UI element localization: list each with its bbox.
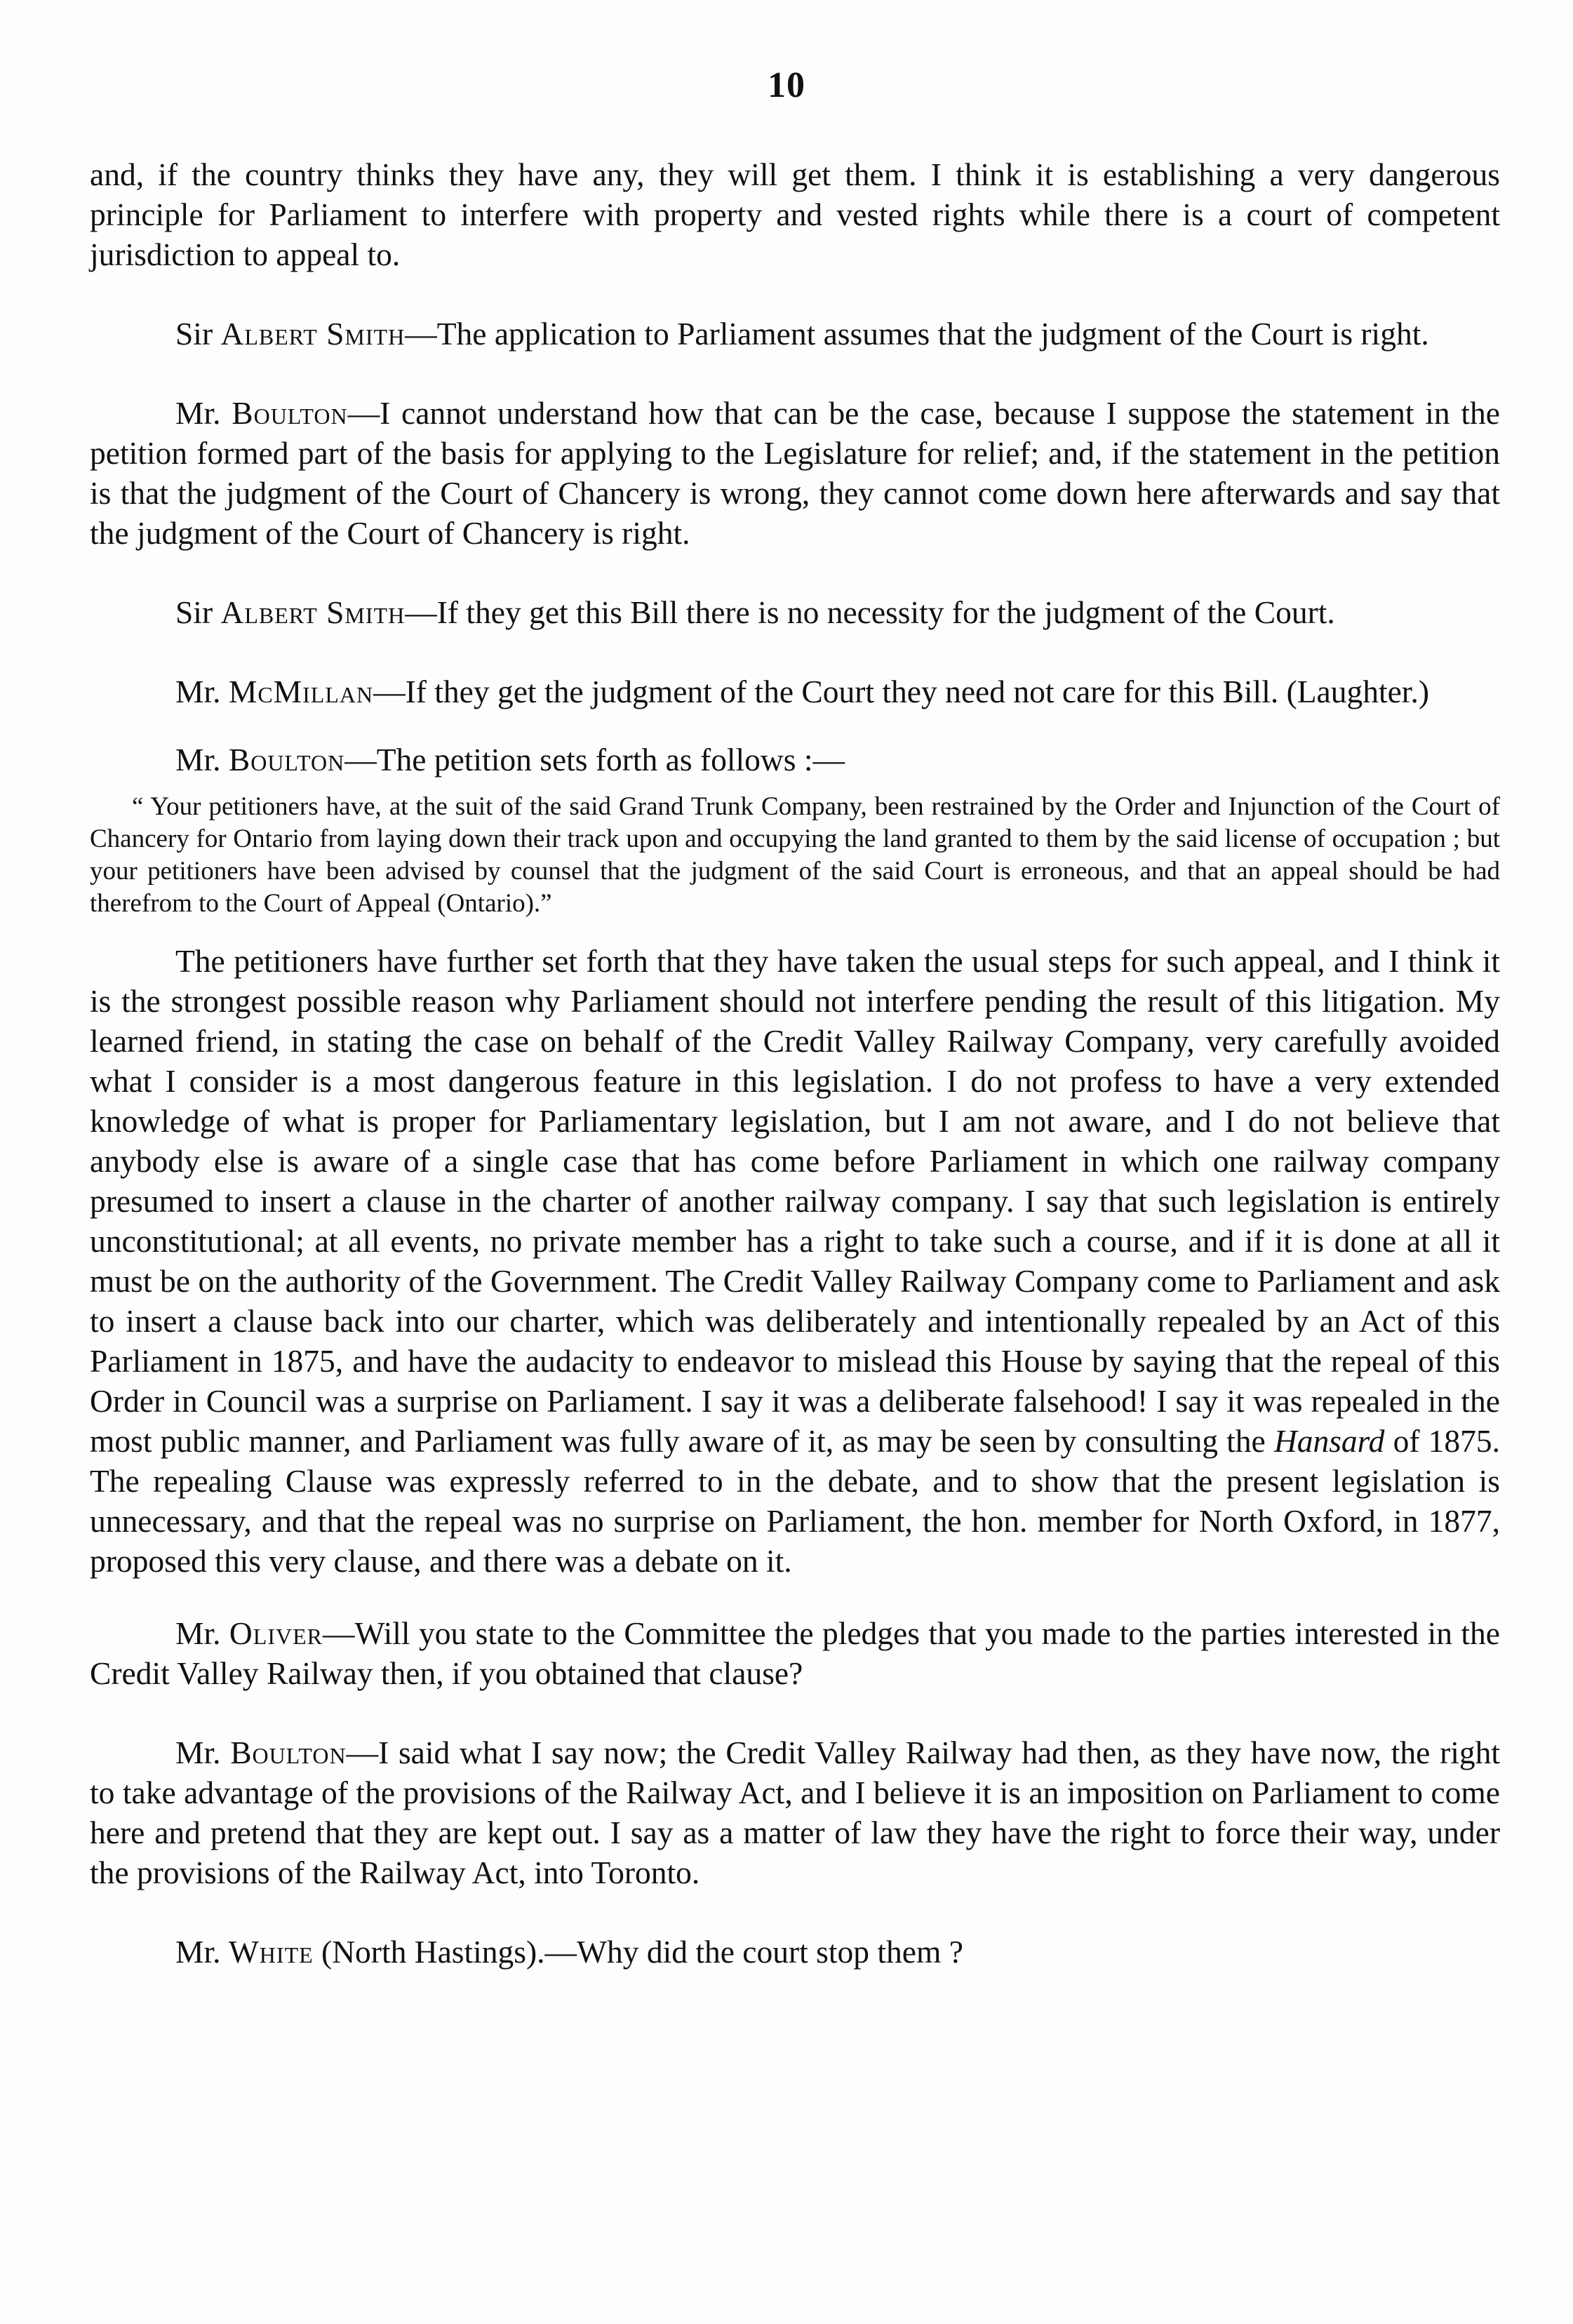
speech-text: —I cannot understand how that can be the case, because I suppose the statement in the petition formed part of the basis for applying to the Legislature for relief; and, if the statement in the petition is that the judgment of the Court of Chancery is wrong, they cannot come down here afterwards and say that the judgment of the Court of Chancery is right. <box>90 395 1500 551</box>
paragraph-boulton-2 <box>90 740 1500 780</box>
quote-text: “ Your petitioners have, at the suit of the said Grand Trunk Company, been restrained by the Order and Injunction of the Court of Chancery for Ontario from laying down their track upon and occupying the land granted to them by the said license of occupation ; but your petitioners have been advised by counsel that the judgment of the said Court is erroneous, and that an appeal should be had therefrom to the Court of Appeal (Ontario).” <box>90 792 1500 918</box>
speech-text: —I said what I say now; the Credit Valley Railway had then, as they have now, the right to take advantage of the provisions of the Railway Act, and I believe it is an imposition on Parliament to come here and pretend that they are kept out. I say as a matter of law they have the right to force their way, under the provisions of the Railway Act, into Toronto. <box>90 1735 1501 1890</box>
speech-text: of 1875. The repealing Clause was expressly referred to in the debate, and to show that the present legislation is unnecessary, and that the repeal was no surprise on Parliament, the hon. member for North Oxford, in 1877, proposed this very clause, and there was a debate on it. <box>90 1423 1500 1579</box>
speech-text: —If they get the judgment of the Court they need not care for this Bill. (Laughter.) <box>373 674 1429 709</box>
paragraph-oliver <box>90 1613 1500 1693</box>
paragraph-mcmillan <box>90 672 1500 712</box>
page-body <box>90 154 1500 1972</box>
paragraph-boulton-1 <box>90 393 1500 553</box>
speaker-name: Boulton <box>230 1735 347 1770</box>
speaker-title: Mr. <box>175 674 221 709</box>
hansard-reference: Hansard <box>1273 1423 1385 1459</box>
speaker-name: Oliver <box>229 1615 323 1651</box>
speech-text: (North Hastings).—Why did the court stop them ? <box>313 1934 963 1970</box>
petition-quote <box>90 791 1500 920</box>
speaker-title: Mr. <box>175 395 221 431</box>
speech-text: —If they get this Bill there is no necessity for the judgment of the Court. <box>405 594 1335 630</box>
speaker-title: Mr. <box>175 1934 221 1970</box>
paragraph-albert-smith-2 <box>90 592 1500 632</box>
speaker-name: Albert Smith <box>220 594 406 630</box>
speaker-name: McMillan <box>228 674 374 709</box>
paragraph-continuation <box>90 154 1500 274</box>
page-number: 10 <box>768 65 805 105</box>
speech-text: —Will you state to the Committee the pledges that you made to the parties interested in the Credit Valley Railway then, if you obtained that clause? <box>90 1615 1500 1691</box>
speaker-title: Sir <box>175 594 213 630</box>
paragraph-boulton-argument <box>90 941 1500 1581</box>
speaker-name: Boulton <box>232 395 348 431</box>
speaker-title: Mr. <box>175 1735 221 1770</box>
speaker-title: Sir <box>175 316 213 352</box>
paragraph-white <box>90 1932 1500 1972</box>
paragraph-albert-smith-1 <box>90 314 1500 354</box>
speaker-name: Albert Smith <box>220 316 406 352</box>
paragraph-boulton-3 <box>90 1732 1500 1892</box>
speech-text: The petitioners have further set forth that they have taken the usual steps for such appeal, and I think it is the strongest possible reason why Parliament should not interfere pending the result of this litigation. My learned friend, in stating the case on behalf of the Credit Valley Railway Company, very carefully avoided what I consider is a most dangerous feature in this legislation. I do not profess to have a very extended knowledge of what is proper for Parliamentary legislation, but I am not aware, and I do not believe that anybody else is aware of a single case that has come before Parliament in which one railway company presumed to insert a clause in the charter of another railway company. I say that such legislation is entirely unconstitutional; at all events, no private member has a right to take such a course, and if it is done at all it must be on the authority of the Government. The Credit Valley Railway Company come to Parliament and ask to insert a clause back into our charter, which was deliberately and intentionally repealed by an Act of this Parliament in 1875, and have the audacity to endeavor to mislead this House by saying that the repeal of this Order in Council was a surprise on Parliament. I say it was a deliberate falsehood! I say it was repealed in the most public manner, and Parliament was fully aware of it, as may be seen by consulting the <box>90 943 1500 1459</box>
speaker-name: White <box>228 1934 314 1970</box>
speaker-name: Boulton <box>228 742 345 777</box>
speech-text: —The application to Parliament assumes that the judgment of the Court is right. <box>405 316 1429 352</box>
speech-text: —The petition sets forth as follows :— <box>344 742 845 777</box>
paragraph-text: and, if the country thinks they have any, they will get them. I think it is establishing a very dangerous principle for Parliament to interfere with property and vested rights while there is a court of competent jurisdiction to appeal to. <box>90 156 1500 272</box>
speaker-title: Mr. <box>175 742 221 777</box>
speaker-title: Mr. <box>175 1615 221 1651</box>
